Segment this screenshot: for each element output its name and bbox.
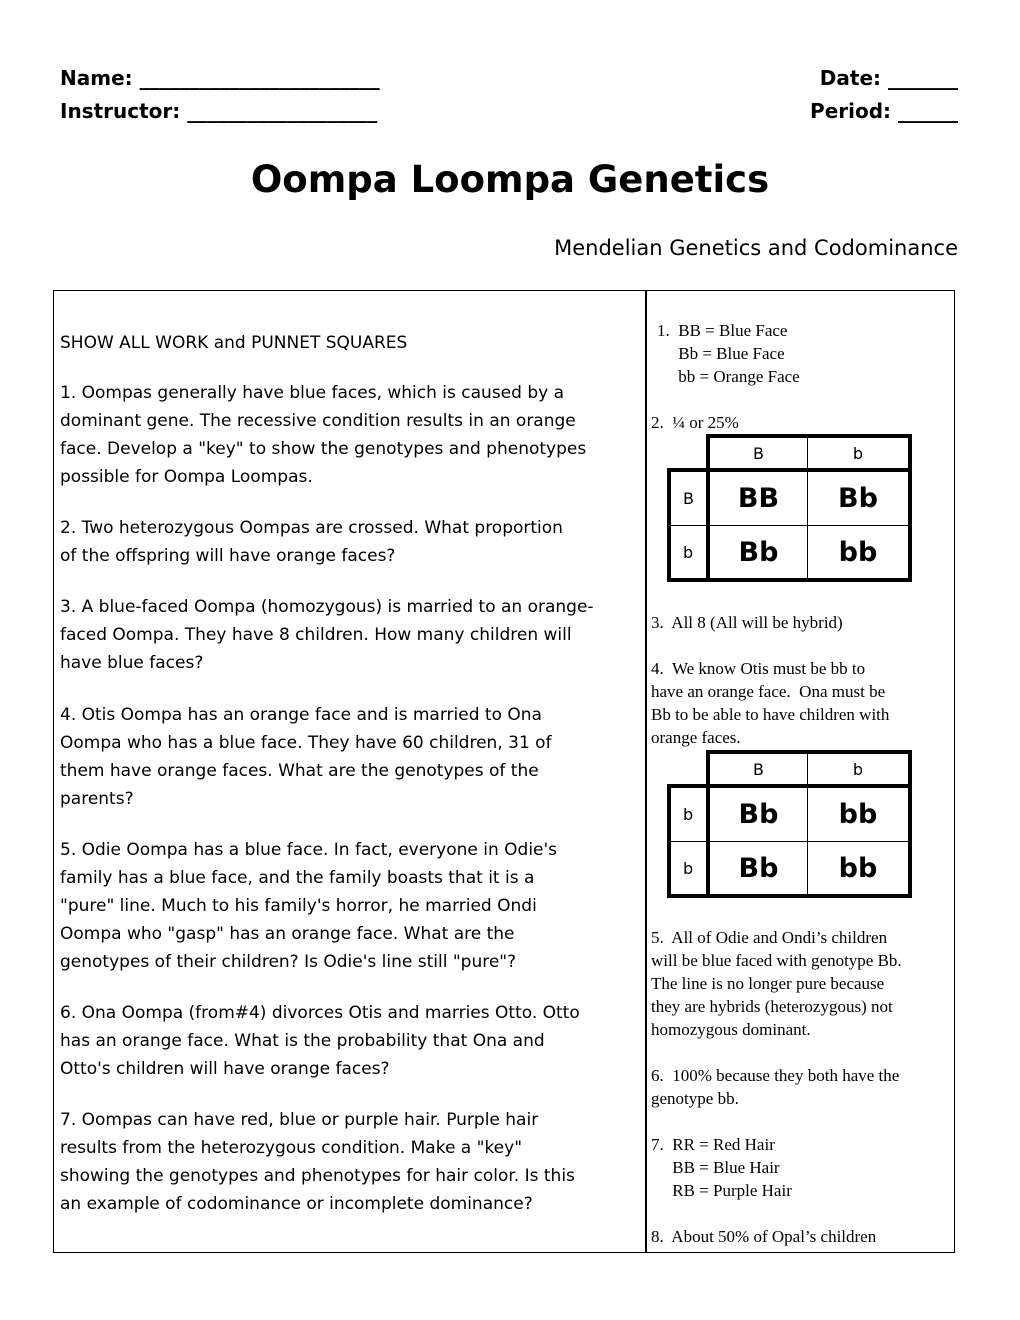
punnett-header-allele: B xyxy=(706,434,808,468)
text-line: they are hybrids (heterozygous) not xyxy=(651,997,893,1016)
text-line: RB = Purple Hair xyxy=(651,1181,792,1200)
punnett-side-allele: b xyxy=(667,525,710,582)
answer-1 xyxy=(657,319,800,388)
date-field[interactable] xyxy=(820,66,958,90)
text-line: BB = Blue Hair xyxy=(651,1158,780,1177)
text-line: of the offspring will have orange faces? xyxy=(60,546,396,566)
answer-3 xyxy=(651,611,843,634)
answer-7 xyxy=(651,1133,792,1202)
text-line: 4. We know Otis must be bb to xyxy=(651,659,866,678)
question-3 xyxy=(60,593,594,677)
punnett-genotype-cell: BB xyxy=(710,468,808,525)
text-line: will be blue faced with genotype Bb. xyxy=(651,951,902,970)
punnett-side-allele: b xyxy=(667,841,710,898)
text-line: "pure" line. Much to his family's horror, he married Ondi xyxy=(60,896,537,916)
instructor-field[interactable] xyxy=(60,99,377,123)
column-divider xyxy=(645,290,647,1253)
text-line: 2. Two heterozygous Oompas are crossed. What proportion xyxy=(60,518,563,538)
answer-5 xyxy=(651,926,902,1041)
punnett-genotype-cell: bb xyxy=(808,525,912,582)
text-line: Otto's children will have orange faces? xyxy=(60,1059,390,1079)
text-line: The line is no longer pure because xyxy=(651,974,885,993)
period-label: Period: xyxy=(810,99,892,123)
text-line: Bb to be able to have children with xyxy=(651,705,890,724)
punnett-genotype-cell: Bb xyxy=(710,525,808,582)
text-line: has an orange face. What is the probability that Ona and xyxy=(60,1031,545,1051)
text-line: 5. Odie Oompa has a blue face. In fact, everyone in Odie's xyxy=(60,840,558,860)
punnett-header-allele: b xyxy=(808,434,912,468)
punnett-header-allele: b xyxy=(808,750,912,784)
question-6 xyxy=(60,999,580,1083)
text-line: 7. Oompas can have red, blue or purple hair. Purple hair xyxy=(60,1110,539,1130)
punnett-genotype-cell: Bb xyxy=(808,468,912,525)
page-title: Oompa Loompa Genetics xyxy=(250,158,770,201)
punnett-genotype-cell: bb xyxy=(808,784,912,841)
page-subtitle: Mendelian Genetics and Codominance xyxy=(554,236,958,260)
punnett-side-allele: B xyxy=(667,468,710,525)
text-line: 6. 100% because they both have the xyxy=(651,1066,900,1085)
answer-2 xyxy=(651,411,739,434)
text-line: them have orange faces. What are the genotypes of the xyxy=(60,761,539,781)
text-line: 4. Otis Oompa has an orange face and is married to Ona xyxy=(60,705,542,725)
text-line: possible for Oompa Loompas. xyxy=(60,467,313,487)
text-line: Oompa who "gasp" has an orange face. What are the xyxy=(60,924,515,944)
question-5 xyxy=(60,836,557,976)
date-blank[interactable]: _______ xyxy=(888,66,958,90)
instructor-label: Instructor: xyxy=(60,99,181,123)
answer-4 xyxy=(651,657,889,749)
text-line: Oompa who has a blue face. They have 60 children, 31 of xyxy=(60,733,552,753)
text-line: results from the heterozygous condition. Make a "key" xyxy=(60,1138,523,1158)
name-label: Name: xyxy=(60,66,133,90)
text-line: 6. Ona Oompa (from#4) divorces Otis and marries Otto. Otto xyxy=(60,1003,580,1023)
instructor-blank[interactable]: ___________________ xyxy=(187,99,378,123)
text-line: dominant gene. The recessive condition results in an orange xyxy=(60,411,576,431)
text-line: orange faces. xyxy=(651,728,741,747)
question-7 xyxy=(60,1106,575,1218)
text-line: 7. RR = Red Hair xyxy=(651,1135,775,1154)
text-line: family has a blue face, and the family boasts that it is a xyxy=(60,868,535,888)
text-line: homozygous dominant. xyxy=(651,1020,811,1039)
text-line: Bb = Blue Face xyxy=(657,344,785,363)
text-line: have blue faces? xyxy=(60,653,204,673)
name-blank[interactable]: ________________________ xyxy=(139,66,380,90)
text-line: 5. All of Odie and Ondi’s children xyxy=(651,928,888,947)
answer-6 xyxy=(651,1064,899,1110)
answer-8 xyxy=(651,1225,876,1248)
period-blank[interactable]: ______ xyxy=(898,99,958,123)
punnett-genotype-cell: Bb xyxy=(710,784,808,841)
text-line: genotype bb. xyxy=(651,1089,739,1108)
text-line: have an orange face. Ona must be xyxy=(651,682,886,701)
text-line: bb = Orange Face xyxy=(657,367,800,386)
text-line: faced Oompa. They have 8 children. How many children will xyxy=(60,625,572,645)
punnett-header-allele: B xyxy=(706,750,808,784)
text-line: showing the genotypes and phenotypes for hair color. Is this xyxy=(60,1166,575,1186)
text-line: face. Develop a "key" to show the genotypes and phenotypes xyxy=(60,439,587,459)
text-line: 2. ¼ or 25% xyxy=(651,413,739,432)
name-field[interactable] xyxy=(60,66,380,90)
text-line: an example of codominance or incomplete dominance? xyxy=(60,1194,533,1214)
text-line: 3. All 8 (All will be hybrid) xyxy=(651,613,843,632)
question-1 xyxy=(60,379,586,491)
period-field[interactable] xyxy=(810,99,958,123)
punnett-side-allele: b xyxy=(667,784,710,841)
text-line: 8. About 50% of Opal’s children xyxy=(651,1227,877,1246)
instructions: SHOW ALL WORK and PUNNET SQUARES xyxy=(60,333,408,353)
text-line: 1. BB = Blue Face xyxy=(657,321,788,340)
punnett-genotype-cell: Bb xyxy=(710,841,808,898)
question-4 xyxy=(60,701,552,813)
text-line: 1. Oompas generally have blue faces, which is caused by a xyxy=(60,383,565,403)
text-line: genotypes of their children? Is Odie's line still "pure"? xyxy=(60,952,517,972)
text-line: parents? xyxy=(60,789,134,809)
question-2 xyxy=(60,514,563,570)
date-label: Date: xyxy=(819,66,882,90)
punnett-genotype-cell: bb xyxy=(808,841,912,898)
text-line: 3. A blue-faced Oompa (homozygous) is married to an orange- xyxy=(60,597,594,617)
